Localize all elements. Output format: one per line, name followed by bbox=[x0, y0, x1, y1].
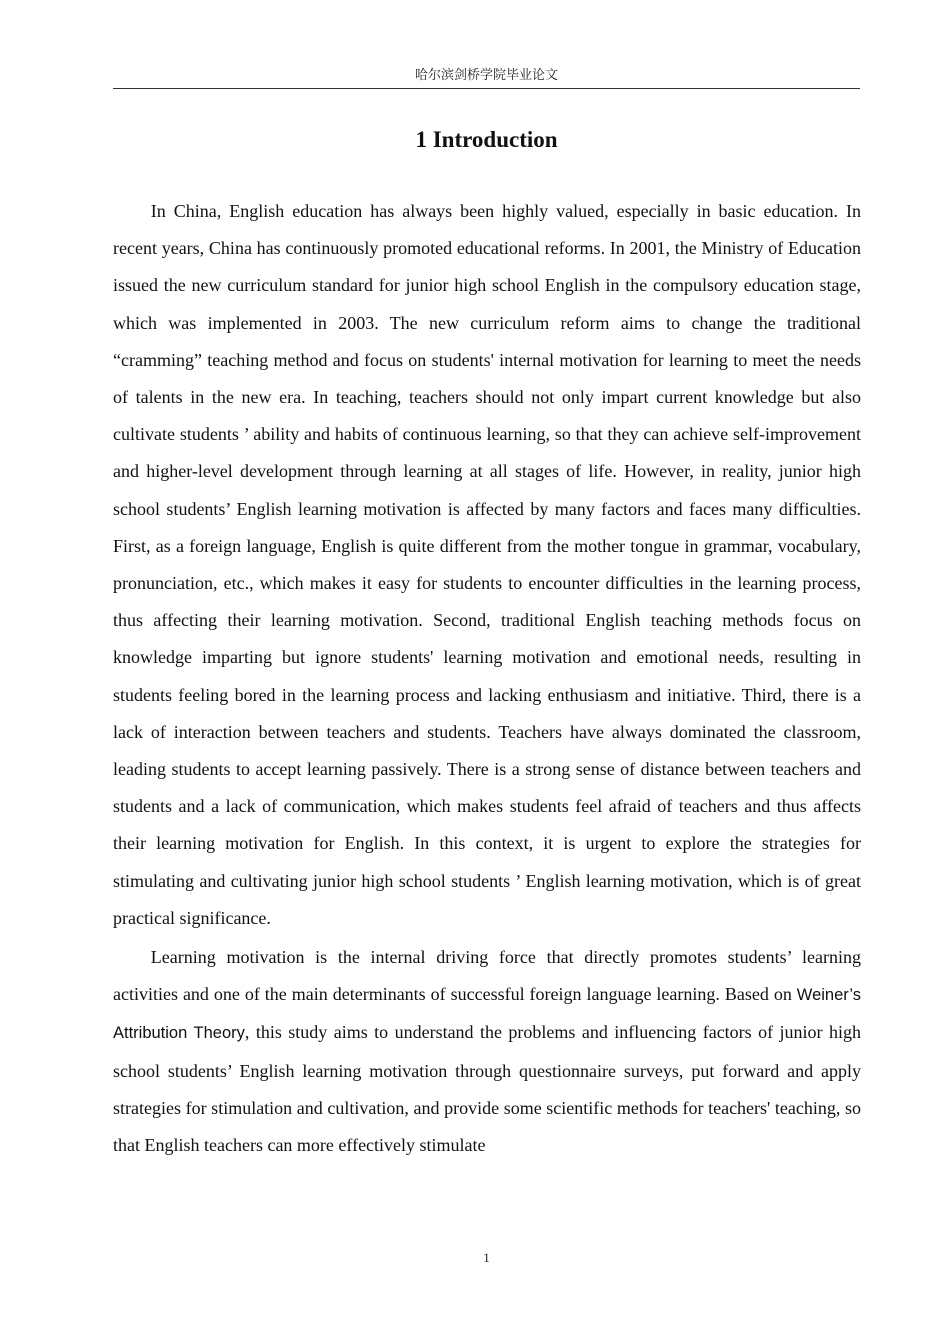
paragraph-2-rest: , this study aims to understand the problems and influencing factors of junior high school students’ English learning motivation through questionnaire surveys, put forward and apply strategies for stimulation and cultivation, and provide some scientific methods for teachers' teaching, so that English teachers can more effectively stimulate bbox=[113, 1022, 861, 1156]
chapter-title: 1 Introduction bbox=[415, 127, 558, 152]
page-number: 1 bbox=[483, 1250, 490, 1265]
body-text bbox=[113, 193, 861, 1166]
paragraph-1: In China, English education has always been highly valued, especially in basic education. In recent years, China has continuously promoted educational reforms. In 2001, the Ministry of Education issued the new curriculum standard for junior high school English in the compulsory education stage, which was implemented in 2003. The new curriculum reform aims to change the traditional “cramming” teaching method and focus on students' internal motivation for learning to meet the needs of talents in the new era. In teaching, teachers should not only impart current knowledge but also cultivate students ’ ability and habits of continuous learning, so that they can achieve self-improvement and higher-level development through learning at all stages of life. However, in reality, junior high school students’ English learning motivation is affected by many factors and faces many difficulties. First, as a foreign language, English is quite different from the mother tongue in grammar, vocabulary, pronunciation, etc., which makes it easy for students to encounter difficulties in the learning process, thus affecting their learning motivation. Second, traditional English teaching methods focus on knowledge imparting but ignore students' learning motivation and emotional needs, resulting in students feeling bored in the learning process and lacking enthusiasm and initiative. Third, there is a lack of interaction between teachers and students. Teachers have always dominated the classroom, leading students to accept learning passively. There is a strong sense of distance between teachers and students and a lack of communication, which makes students feel afraid of teachers and thus affects their learning motivation for English. In this context, it is urgent to explore the strategies for stimulating and cultivating junior high school students ’ English learning motivation, which is of great practical significance. bbox=[113, 201, 861, 928]
paragraph-2 bbox=[113, 939, 861, 1164]
paragraph-2-lead: Learning motivation is the internal driving force that directly promotes students’ learning activities and one of the main determinants of successful foreign language learning. Based on bbox=[113, 947, 861, 1005]
theory-name: Weiner’s Attribution Theory bbox=[113, 986, 861, 1043]
running-header: 哈尔滨剑桥学院毕业论文 bbox=[414, 67, 558, 82]
header-rule bbox=[113, 88, 860, 89]
